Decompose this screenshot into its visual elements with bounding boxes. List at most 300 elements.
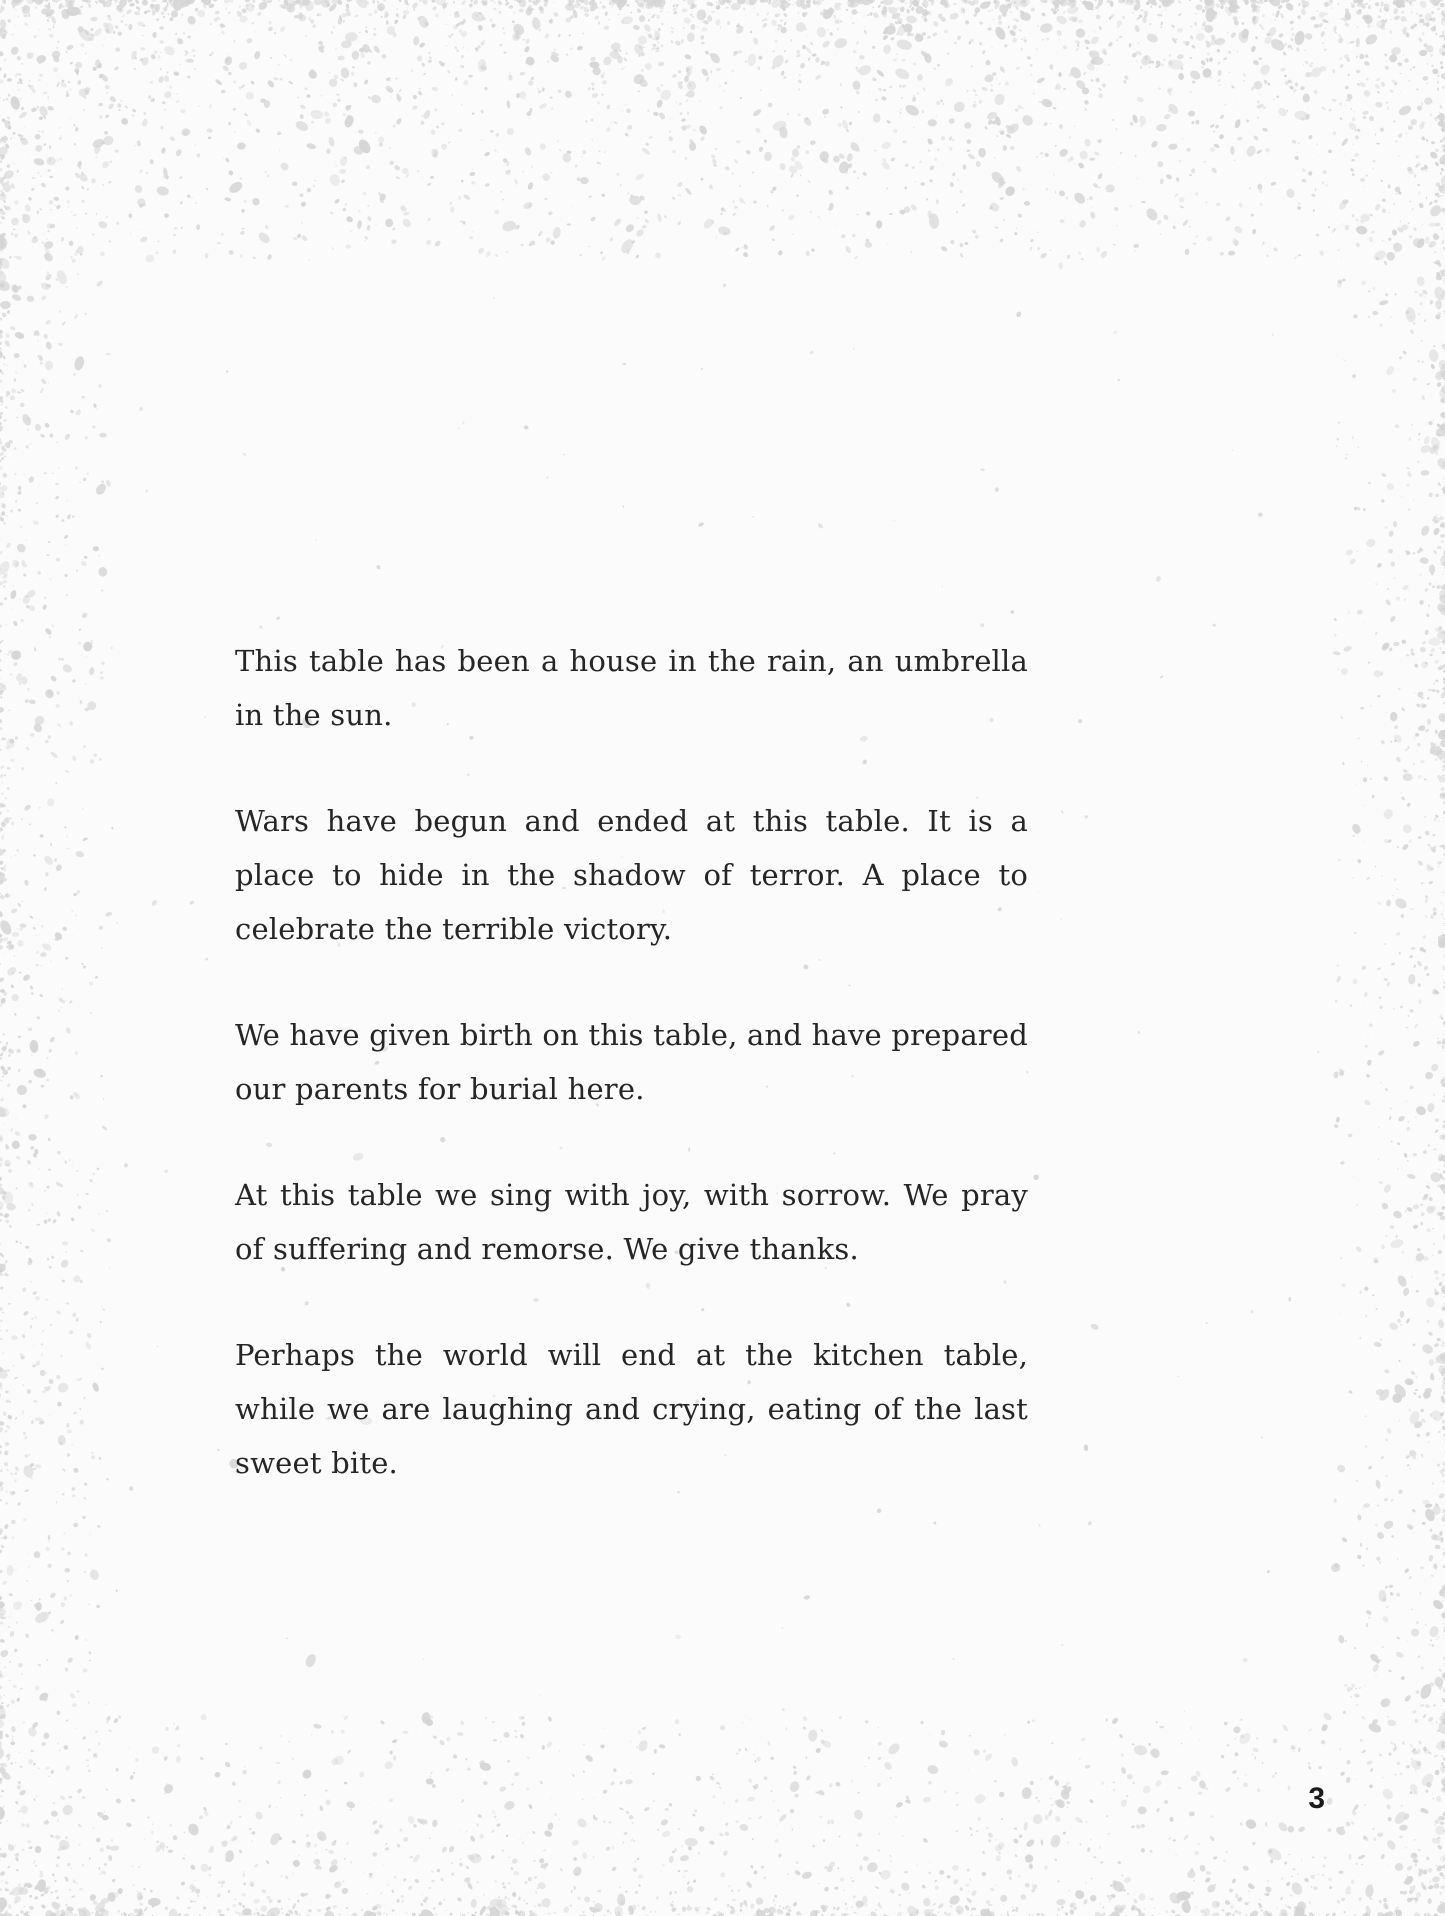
speckle: [29, 915, 34, 919]
speckle: [0, 1549, 3, 1554]
speckle: [460, 55, 464, 59]
speckle: [51, 472, 53, 474]
speckle: [1237, 1911, 1242, 1916]
speckle: [485, 250, 492, 257]
speckle: [948, 136, 952, 141]
speckle: [264, 224, 268, 230]
speckle: [45, 0, 49, 2]
speckle: [562, 1905, 570, 1913]
speckle: [1248, 1909, 1259, 1916]
speckle: [1357, 1854, 1365, 1860]
speckle: [224, 1761, 231, 1768]
speckle: [5, 1753, 11, 1759]
speckle: [65, 1027, 71, 1034]
speckle: [486, 256, 487, 258]
speckle: [932, 32, 938, 37]
speckle: [1322, 1711, 1333, 1721]
speckle: [84, 435, 88, 440]
speckle: [1327, 1797, 1333, 1805]
speckle: [50, 16, 56, 25]
speckle: [912, 62, 917, 65]
speckle: [1, 312, 7, 318]
speckle: [313, 1858, 321, 1866]
speckle: [95, 156, 98, 159]
speckle: [205, 253, 209, 259]
speckle: [778, 1813, 788, 1823]
speckle: [22, 738, 23, 739]
speckle: [207, 1895, 209, 1897]
speckle: [7, 78, 13, 82]
speckle: [342, 19, 346, 22]
speckle: [285, 1875, 288, 1879]
speckle: [1024, 201, 1031, 206]
speckle: [163, 75, 169, 83]
speckle: [0, 351, 3, 359]
speckle: [47, 230, 50, 233]
speckle: [1201, 66, 1203, 68]
speckle: [190, 1864, 197, 1871]
speckle: [215, 10, 220, 14]
speckle: [458, 195, 461, 200]
speckle: [642, 225, 647, 229]
speckle: [72, 1879, 76, 1884]
speckle: [1135, 1824, 1141, 1830]
speckle: [38, 105, 49, 118]
speckle: [417, 170, 420, 173]
speckle: [352, 66, 355, 69]
speckle: [237, 60, 248, 71]
speckle: [106, 216, 108, 218]
speckle: [601, 193, 606, 197]
speckle: [0, 412, 3, 415]
speckle: [1102, 1906, 1104, 1909]
speckle: [1332, 1912, 1337, 1916]
speckle: [1017, 213, 1023, 219]
speckle: [65, 51, 67, 54]
speckle: [558, 33, 561, 37]
speckle: [46, 1186, 50, 1189]
speckle: [1018, 28, 1022, 32]
speckle: [909, 1892, 911, 1893]
speckle: [1083, 71, 1087, 75]
speckle: [603, 25, 609, 30]
speckle: [593, 1797, 595, 1799]
speckle: [1248, 1901, 1250, 1904]
speckle: [329, 1858, 338, 1868]
speckle: [669, 118, 671, 120]
speckle: [1024, 39, 1027, 43]
speckle: [58, 467, 60, 469]
speckle: [469, 172, 475, 177]
speckle: [95, 1837, 101, 1843]
speckle: [88, 4, 91, 8]
speckle: [1249, 187, 1252, 190]
speckle: [435, 1913, 437, 1916]
speckle: [671, 31, 674, 34]
speckle: [0, 421, 2, 426]
speckle: [844, 245, 852, 254]
speckle: [720, 26, 722, 29]
speckle: [1216, 202, 1221, 206]
speckle: [1264, 147, 1270, 154]
speckle: [9, 1630, 15, 1637]
speckle: [173, 71, 179, 76]
speckle: [456, 1896, 462, 1902]
speckle: [49, 1036, 56, 1043]
speckle: [184, 1832, 186, 1833]
speckle: [47, 1212, 49, 1214]
speckle: [896, 53, 898, 55]
speckle: [49, 175, 53, 178]
speckle: [1116, 39, 1118, 41]
speckle: [15, 25, 16, 26]
speckle: [1313, 1886, 1318, 1890]
speckle: [150, 53, 156, 60]
speckle: [514, 1772, 520, 1777]
speckle: [89, 1568, 101, 1581]
speckle: [1089, 196, 1094, 201]
speckle: [1230, 146, 1235, 155]
speckle: [991, 9, 993, 11]
speckle: [1099, 250, 1108, 259]
speckle: [38, 29, 40, 31]
speckle: [120, 117, 130, 126]
speckle: [337, 98, 341, 102]
speckle: [99, 758, 103, 762]
speckle: [602, 5, 606, 9]
speckle: [862, 171, 867, 176]
speckle: [716, 67, 722, 71]
speckle: [177, 1744, 181, 1747]
speckle: [852, 22, 855, 24]
speckle: [87, 188, 90, 191]
speckle: [584, 69, 586, 71]
speckle: [9, 1679, 12, 1681]
speckle: [285, 205, 289, 208]
speckle: [46, 19, 49, 22]
speckle: [278, 0, 280, 2]
speckle: [619, 1886, 621, 1889]
speckle: [1206, 1871, 1212, 1876]
speckle: [1087, 199, 1089, 201]
speckle: [1363, 60, 1370, 66]
speckle: [841, 234, 847, 239]
speckle: [24, 126, 26, 127]
speckle: [742, 251, 749, 258]
speckle: [14, 1466, 19, 1472]
speckle: [317, 1909, 321, 1913]
speckle: [1026, 55, 1031, 60]
speckle: [1387, 1719, 1397, 1727]
speckle: [1141, 9, 1144, 11]
speckle: [600, 251, 604, 255]
speckle: [636, 1746, 639, 1749]
speckle: [1149, 1898, 1152, 1901]
speckle: [1369, 0, 1371, 1]
speckle: [1252, 229, 1257, 235]
speckle: [865, 1861, 879, 1875]
speckle: [1421, 32, 1425, 36]
speckle: [1348, 43, 1350, 44]
speckle: [1327, 1827, 1332, 1832]
speckle: [1303, 93, 1310, 102]
speckle: [1285, 1881, 1291, 1887]
speckle: [772, 50, 776, 54]
speckle: [1140, 65, 1142, 69]
speckle: [1039, 151, 1043, 155]
speckle: [0, 1469, 3, 1472]
speckle: [55, 1374, 61, 1380]
speckle: [756, 1756, 761, 1761]
speckle: [83, 1396, 86, 1400]
speckle: [553, 11, 560, 17]
speckle: [736, 140, 741, 144]
speckle: [300, 1813, 304, 1817]
speckle: [7, 1168, 12, 1173]
speckle: [1257, 1788, 1261, 1792]
speckle: [897, 111, 899, 113]
speckle: [609, 237, 614, 242]
speckle: [705, 1911, 710, 1915]
speckle: [748, 1817, 752, 1820]
speckle: [1119, 1798, 1128, 1808]
speckle: [1216, 1902, 1220, 1907]
speckle: [36, 935, 37, 937]
speckle: [678, 1870, 681, 1872]
speckle: [1121, 1767, 1127, 1775]
speckle: [819, 1816, 822, 1817]
speckle: [106, 92, 108, 94]
speckle: [22, 1334, 26, 1338]
speckle: [449, 202, 452, 205]
speckle: [1341, 257, 1343, 258]
speckle: [1301, 1858, 1303, 1860]
speckle: [503, 51, 507, 54]
speckle: [1029, 1889, 1031, 1891]
speckle: [27, 1389, 31, 1394]
speckle: [14, 1376, 18, 1379]
speckle: [330, 31, 334, 35]
speckle: [559, 1868, 563, 1872]
speckle: [1328, 108, 1332, 112]
speckle: [163, 108, 166, 111]
speckle: [1199, 30, 1200, 31]
speckle: [0, 1694, 2, 1700]
speckle: [180, 109, 186, 114]
speckle: [328, 1849, 335, 1855]
speckle: [1058, 189, 1067, 197]
speckle: [90, 28, 94, 32]
speckle: [1089, 1799, 1094, 1804]
speckle: [524, 146, 533, 156]
speckle: [779, 162, 787, 171]
speckle: [297, 1900, 300, 1903]
speckle: [51, 1256, 54, 1260]
speckle: [867, 14, 869, 16]
speckle: [690, 24, 695, 30]
speckle: [392, 1739, 398, 1744]
speckle: [1050, 1798, 1052, 1800]
speckle: [797, 113, 801, 117]
speckle: [385, 1843, 388, 1845]
speckle: [1133, 243, 1139, 248]
speckle: [717, 225, 731, 236]
speckle: [480, 109, 484, 114]
speckle: [668, 1855, 674, 1863]
speckle: [467, 1767, 471, 1770]
speckle: [234, 1898, 236, 1900]
speckle: [1174, 193, 1179, 198]
speckle: [591, 87, 594, 90]
speckle: [1008, 26, 1010, 29]
speckle: [956, 211, 958, 213]
speckle: [1123, 75, 1129, 81]
speckle: [27, 1565, 30, 1568]
speckle: [993, 92, 1006, 106]
speckle: [631, 1741, 632, 1743]
speckle: [10, 137, 13, 141]
speckle: [136, 1891, 143, 1900]
speckle: [416, 55, 422, 62]
speckle: [169, 17, 173, 22]
speckle: [228, 11, 231, 14]
speckle: [367, 96, 371, 100]
speckle: [753, 7, 755, 9]
speckle: [114, 66, 120, 71]
speckle: [298, 1854, 301, 1856]
speckle: [686, 1885, 694, 1893]
speckle: [950, 239, 955, 245]
speckle: [85, 683, 87, 685]
speckle: [44, 472, 47, 474]
speckle: [299, 193, 304, 197]
speckle: [324, 117, 332, 125]
speckle: [1298, 142, 1299, 144]
speckle: [74, 67, 80, 74]
speckle: [63, 1532, 66, 1535]
speckle: [55, 863, 63, 872]
speckle: [294, 119, 310, 133]
speckle: [774, 1895, 777, 1898]
speckle: [11, 232, 14, 236]
speckle: [933, 67, 937, 71]
speckle: [339, 156, 348, 167]
speckle: [1073, 125, 1075, 127]
speckle: [0, 1663, 1, 1665]
speckle: [701, 27, 707, 32]
speckle: [967, 153, 976, 161]
speckle: [490, 130, 495, 133]
speckle: [1090, 211, 1096, 219]
speckle: [70, 409, 75, 414]
speckle: [69, 1330, 74, 1335]
speckle: [1014, 1827, 1017, 1830]
speckle: [55, 1181, 64, 1189]
speckle: [794, 21, 807, 34]
speckle: [1075, 47, 1079, 51]
speckle: [922, 0, 929, 8]
speckle: [955, 1830, 958, 1833]
speckle: [92, 425, 96, 429]
speckle: [1200, 59, 1206, 66]
speckle: [1182, 138, 1184, 140]
speckle: [823, 1886, 829, 1892]
speckle: [1351, 173, 1355, 177]
speckle: [93, 1901, 98, 1905]
speckle: [502, 1731, 510, 1739]
speckle: [359, 1771, 365, 1778]
speckle: [35, 54, 47, 64]
speckle: [0, 1780, 3, 1784]
speckle: [1036, 1913, 1040, 1916]
speckle: [582, 32, 584, 35]
speckle: [10, 759, 15, 762]
speckle: [1044, 1814, 1048, 1820]
speckle: [340, 67, 351, 79]
speckle: [143, 10, 148, 15]
speckle: [454, 46, 457, 50]
speckle: [47, 105, 54, 111]
speckle: [1322, 170, 1327, 175]
speckle: [1030, 1781, 1034, 1786]
speckle: [700, 67, 709, 77]
speckle: [44, 688, 55, 699]
speckle: [1298, 202, 1301, 205]
speckle: [15, 1569, 18, 1571]
speckle: [792, 1901, 797, 1907]
speckle: [763, 151, 772, 162]
speckle: [1140, 53, 1153, 67]
speckle: [206, 128, 213, 133]
speckle: [949, 1904, 953, 1908]
speckle: [13, 447, 17, 451]
speckle: [481, 139, 483, 141]
speckle: [396, 7, 398, 10]
speckle: [15, 1800, 19, 1805]
speckle: [599, 1, 602, 4]
speckle: [250, 80, 255, 85]
speckle: [1316, 143, 1318, 145]
speckle: [23, 1721, 25, 1724]
speckle: [653, 112, 659, 117]
speckle: [244, 90, 255, 101]
speckle: [471, 181, 476, 186]
speckle: [35, 848, 36, 849]
speckle: [386, 1913, 389, 1916]
speckle: [1195, 13, 1197, 15]
speckle: [99, 1847, 105, 1853]
speckle: [1085, 1882, 1087, 1884]
speckle: [1440, 227, 1444, 230]
speckle: [805, 46, 813, 55]
speckle: [768, 1, 772, 4]
speckle: [4, 1450, 8, 1455]
speckle: [134, 11, 140, 16]
speckle: [692, 128, 696, 132]
speckle: [863, 15, 865, 17]
speckle: [1081, 258, 1084, 261]
speckle: [402, 167, 409, 174]
speckle: [12, 559, 20, 568]
speckle: [606, 127, 612, 133]
speckle: [742, 1722, 744, 1723]
speckle: [58, 310, 61, 313]
speckle: [1368, 236, 1374, 243]
speckle: [77, 1823, 82, 1828]
speckle: [655, 14, 661, 20]
speckle: [1037, 1800, 1040, 1803]
speckle: [649, 13, 651, 15]
